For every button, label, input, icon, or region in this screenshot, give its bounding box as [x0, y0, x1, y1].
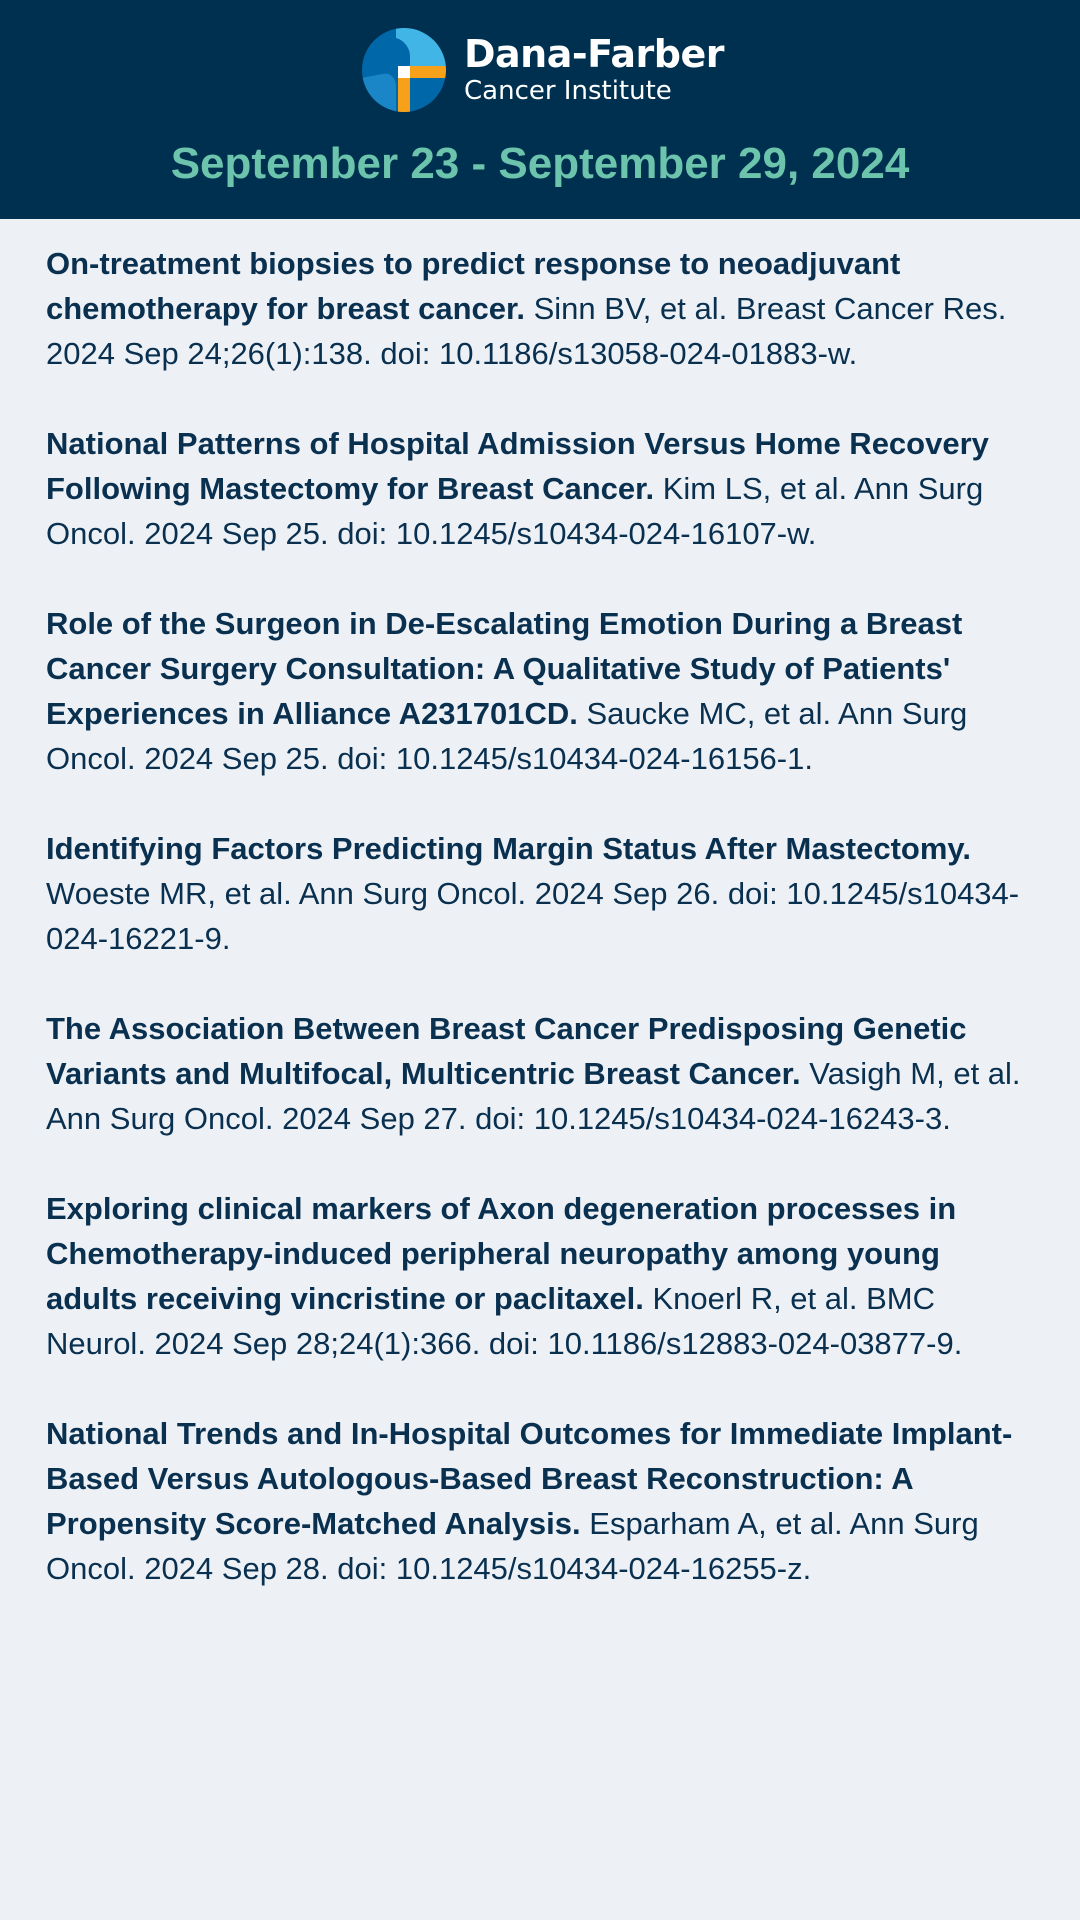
logo-name: Dana-Farber: [464, 32, 724, 76]
article-title: On-treatment biopsies to predict response to neoadjuvant chemotherapy for breast cancer.: [46, 246, 901, 326]
article-entry: [46, 601, 1034, 781]
article-citation: Knoerl R, et al. BMC Neurol. 2024 Sep 28;24(1):366. doi: 10.1186/s12883-024-03877-9.: [46, 1281, 963, 1361]
article-title: The Association Between Breast Cancer Predisposing Genetic Variants and Multifocal, Multicentric Breast Cancer.: [46, 1011, 967, 1091]
date-range-heading: September 23 - September 29, 2024: [170, 139, 910, 188]
article-citation: Woeste MR, et al. Ann Surg Oncol. 2024 Sep 26. doi: 10.1245/s10434-024-16221-9.: [46, 876, 1020, 956]
article-entry: [46, 1186, 1034, 1366]
article-citation: Vasigh M, et al. Ann Surg Oncol. 2024 Sep 27. doi: 10.1245/s10434-024-16243-3.: [46, 1056, 1021, 1136]
article-entry: [46, 1006, 1034, 1141]
article-list: [0, 219, 1080, 1591]
logo-mark-icon: [362, 28, 446, 112]
article-title: Role of the Surgeon in De-Escalating Emotion During a Breast Cancer Surgery Consultation: A Qualitative Study of Patients' Experiences in Alliance A231701CD.: [46, 606, 963, 731]
logo-subtitle: Cancer Institute: [464, 76, 672, 106]
article-citation: Esparham A, et al. Ann Surg Oncol. 2024 Sep 28. doi: 10.1245/s10434-024-16255-z.: [46, 1506, 979, 1586]
article-entry: [46, 1411, 1034, 1591]
article-entry: [46, 826, 1034, 961]
article-citation: Kim LS, et al. Ann Surg Oncol. 2024 Sep 25. doi: 10.1245/s10434-024-16107-w.: [46, 471, 984, 551]
article-title: National Patterns of Hospital Admission Versus Home Recovery Following Mastectomy for Breast Cancer.: [46, 426, 989, 506]
article-citation: Saucke MC, et al. Ann Surg Oncol. 2024 Sep 25. doi: 10.1245/s10434-024-16156-1.: [46, 696, 968, 776]
dana-farber-logo: [362, 28, 724, 112]
article-entry: [46, 421, 1034, 556]
article-title: National Trends and In-Hospital Outcomes for Immediate Implant-Based Versus Autologous-Based Breast Reconstruction: A Propensity Score-Matched Analysis.: [46, 1416, 1013, 1541]
article-citation: Sinn BV, et al. Breast Cancer Res. 2024 Sep 24;26(1):138. doi: 10.1186/s13058-024-01883-w.: [46, 291, 1007, 371]
article-title: Exploring clinical markers of Axon degeneration processes in Chemotherapy-induced peripheral neuropathy among young adults receiving vincristine or paclitaxel.: [46, 1191, 957, 1316]
article-title: Identifying Factors Predicting Margin Status After Mastectomy.: [46, 831, 971, 866]
header-banner: [0, 0, 1080, 219]
article-entry: [46, 241, 1034, 376]
logo-text: [464, 34, 724, 106]
